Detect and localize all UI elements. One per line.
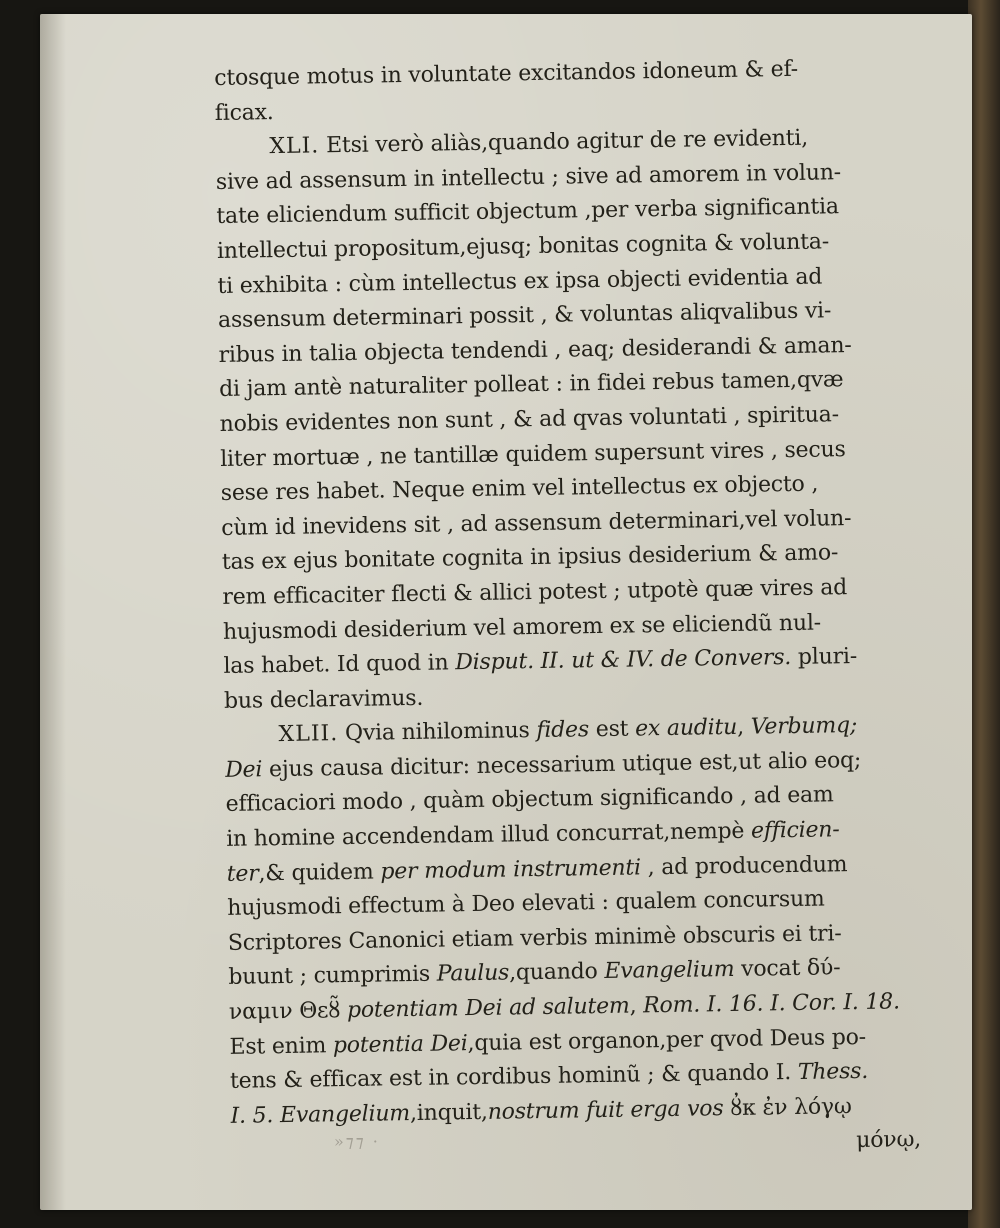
section-number: XLII. <box>278 721 339 748</box>
text-run: sese res habet. Neque enim vel intellectus ex objecto , <box>220 471 819 507</box>
text-run: in homine accendendam illud concurrat,nempè <box>226 818 752 852</box>
gutter-shadow <box>40 14 66 1210</box>
section-number: XLI. <box>269 133 320 160</box>
text-run: sive ad assensum in intellectu ; sive ad amorem in volun- <box>215 159 842 195</box>
text-run: bus declaravimus. <box>223 685 424 714</box>
italic-text: Verbumq; <box>750 713 858 740</box>
italic-text: Dei <box>224 757 263 783</box>
text-run: ,quia est organon,per qvod Deus po- <box>467 1024 867 1056</box>
text-run: assensum determinari possit , & voluntas aliqvalibus vi- <box>217 298 832 334</box>
text-run: intellectui propositum,ejusq; bonitas cognita & volunta- <box>216 229 830 264</box>
text-run: Etsi verò aliàs,quando agitur de re evidenti, <box>319 125 809 159</box>
text-run: ejus causa dicitur: necessarium utique est,ut alio eoq; <box>262 747 862 783</box>
text-run: rem efficaciter flecti & allici potest ; utpotè quæ vires ad <box>222 575 848 610</box>
text-run: Scriptores Canonici etiam verbis minimè obscuris ei tri- <box>227 921 842 956</box>
text-run: ,quando <box>508 959 605 986</box>
italic-text: per modum instrumenti <box>380 855 642 885</box>
italic-text: Rom. I. 16. I. Cor. I. 18. <box>643 989 900 1019</box>
text-run: ναμιν Θεȣ̃ <box>228 998 348 1025</box>
book-edge <box>968 0 1000 1228</box>
text-run: liter mortuæ , ne tantillæ quidem supersunt vires , secus <box>220 436 846 472</box>
text-run: hujusmodi effectum à Deo elevati : qualem concursum <box>227 886 825 922</box>
text-run: Qvia nihilominus <box>338 718 537 747</box>
italic-text: Evangelium <box>604 957 735 985</box>
italic-text: I. 5. <box>230 1103 274 1129</box>
italic-text: potentia Dei <box>332 1030 468 1058</box>
text-run: cùm id inevidens sit , ad assensum determinari,vel volun- <box>221 505 852 541</box>
text-run: μόνῳ, <box>855 1127 922 1154</box>
text-run: pluri- <box>790 644 858 671</box>
italic-text: potentiam Dei ad salutem <box>346 993 630 1024</box>
text-run: est <box>588 716 636 743</box>
italic-text: efficien- <box>750 817 840 844</box>
italic-text: fides <box>536 717 590 744</box>
text-run: hujusmodi desiderium vel amorem ex se eliciendũ nul- <box>222 610 822 645</box>
text-run: ribus in talia objecta tendendi , eaq; desiderandi & aman- <box>218 332 852 368</box>
italic-text: nostrum fuit erga vos <box>487 1095 724 1125</box>
text-run: , <box>736 714 751 741</box>
text-run: las habet. Id quod in <box>223 650 456 680</box>
italic-text: Disput. II. ut & IV. de Convers. <box>455 645 792 676</box>
show-through-text: »⁊⁊ · <box>334 1132 380 1151</box>
text-run: ȣ̓κ ἐν λόγῳ <box>723 1093 852 1121</box>
text-run: ficax. <box>214 99 274 126</box>
body-text <box>214 51 921 1169</box>
text-run: efficaciori modo , quàm objectum significando , ad eam <box>225 782 834 818</box>
italic-text: ex auditu <box>634 715 738 742</box>
text-run: ctosque motus in voluntate excitandos idoneum & ef- <box>214 56 799 91</box>
text-run: ,inquit, <box>409 1099 488 1126</box>
italic-text: Evangelium <box>279 1100 411 1128</box>
text-run: vocat δύ- <box>734 955 841 983</box>
italic-text: Thess. <box>797 1059 869 1086</box>
italic-text: Paulus <box>436 960 510 988</box>
italic-text: ter <box>226 861 259 887</box>
text-run: Est enim <box>229 1032 334 1060</box>
text-run: tate eliciendum sufficit objectum ,per verba significantia <box>216 194 839 230</box>
text-run: , ad producendum <box>640 851 848 881</box>
text-run: tens & efficax est in cordibus hominũ ; & quando I. <box>229 1060 799 1095</box>
text-run: tas ex ejus bonitate cognita in ipsius desiderium & amo- <box>221 540 839 576</box>
text-run: ti exhibita : cùm intellectus ex ipsa objecti evidentia ad <box>217 264 823 299</box>
text-run: di jam antè naturaliter polleat : in fidei rebus tamen,qvæ <box>218 367 844 403</box>
text-run: , <box>629 993 644 1019</box>
text-run: nobis evidentes non sunt , & ad qvas voluntati , spiritua- <box>219 402 840 437</box>
text-run: buunt ; cumprimis <box>228 962 437 991</box>
text-run: ,& quidem <box>258 859 381 887</box>
